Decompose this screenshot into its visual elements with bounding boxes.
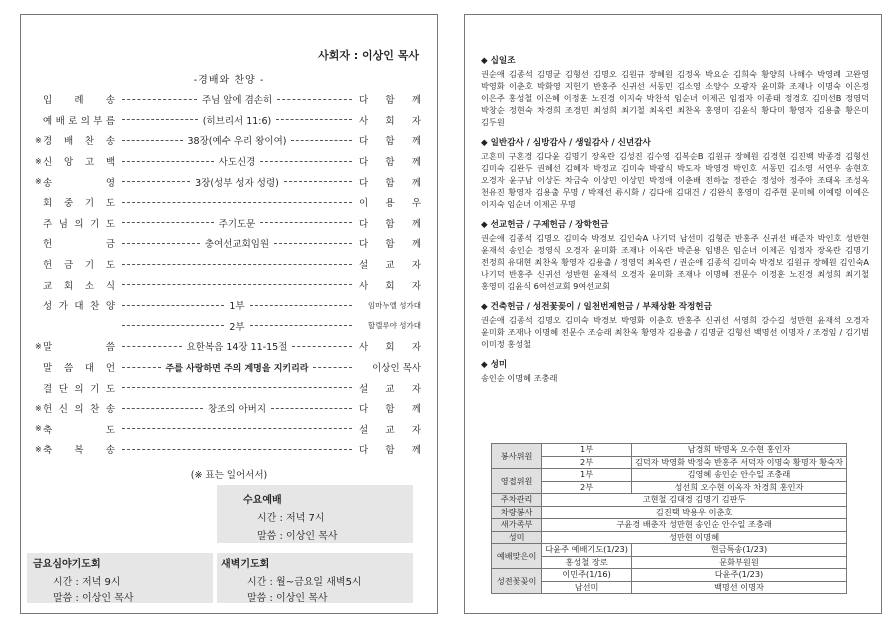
order-item-text: 요한복음 14장 11-15절 — [186, 342, 288, 354]
offering-section — [481, 55, 869, 128]
order-leader: 사 회 자 — [359, 115, 421, 127]
order-row — [35, 357, 421, 378]
friday-prayer-box — [27, 553, 213, 603]
table-cell: 다윤주 예배기도(1/23) — [542, 544, 632, 557]
table-cell: 김덕자 박영화 박정숙 반홍주 서덕자 이명숙 황명자 황숙자 — [631, 456, 846, 469]
friday-time: 시간 : 저녁 9시 — [53, 577, 121, 588]
order-label: 신 앙 고 백 — [43, 157, 115, 169]
role-cell: 영접위원 — [492, 469, 542, 494]
order-content — [115, 387, 359, 388]
order-label: 송 영 — [43, 177, 115, 189]
table-row — [492, 506, 847, 519]
order-leader: 이상인 목사 — [372, 363, 421, 375]
order-content — [115, 133, 359, 147]
order-row — [35, 274, 421, 295]
role-cell: 성전꽃꽂이 — [492, 569, 542, 594]
order-item-text: (히브리서 11:6) — [202, 115, 272, 127]
order-row — [35, 213, 421, 234]
stand-mark: ※ — [35, 403, 42, 413]
order-content — [115, 449, 359, 450]
session-cell: 2부 — [542, 456, 632, 469]
table-row — [492, 519, 847, 532]
table-cell: 이민주(1/16) — [542, 569, 632, 582]
offering-heading: ◆ 일반감사 / 심방감사 / 생일감사 / 신년감사 — [481, 138, 651, 148]
left-page — [20, 14, 438, 614]
wednesday-service-box — [217, 485, 413, 543]
right-page — [464, 14, 882, 614]
offering-heading: ◆ 건축헌금 / 성전꽃꽂이 / 일천번제헌금 / 부채상환 작정헌금 — [481, 302, 712, 312]
order-row — [35, 398, 421, 419]
offering-names: 권순애 김종석 김명오 김미숙 박경보 김인숙A 나기덕 남선미 김형준 반홍주 신귀선 배준자 박인호 성반현 윤재석 송인순 정영식 오경자 윤미화 조재나 이옥란 박준용 임병은 임순녀 이제곤 임정자 장옥란 김명기 전정희 유대현 최찬옥 황영자 김용출 / 정영덕 최옥련 / 권순애 김종석 김미숙 박경보 김원규 장혜원 김인숙A 나기덕 반홍주 신귀선 성반현 윤재석 오경자 윤미화 조재나 이명혜 전문수 이정훈 노진경 최성희 최기철 홍영미 김윤식 6여선교회 9여선교회 — [481, 233, 869, 291]
order-row — [35, 295, 421, 316]
role-cell: 주차관리 — [492, 494, 542, 507]
table-cell: 문화부원원 — [631, 556, 846, 569]
order-leader: 임마누엘 성가대 — [367, 300, 421, 310]
table-cell: 구윤경 배춘자 성만현 송인순 안수일 조충래 — [542, 519, 847, 532]
session-cell: 1부 — [542, 444, 632, 457]
table-row — [492, 531, 847, 544]
stand-mark: ※ — [35, 444, 42, 454]
stand-mark: ※ — [35, 424, 42, 434]
order-leader: 다 함 께 — [359, 136, 421, 148]
dawn-sermon: 말씀 : 이상인 목사 — [247, 593, 328, 604]
offering-names: 고혼미 구혼경 김다윤 김명기 장옥란 김성진 김수영 김복순B 김원규 장혜원 김경현 김진백 박종경 김형선 김미숙 김완두 권혜선 김혜자 박정교 김미숙 박광식 박도자 박영경 박인호 서동민 김소영 서연우 송현호 오경자 윤구남 이상돈 차금숙 이상민 이상민 박정애 이춘배 전하늘 정관순 정성아 정주아 조태옥 조성옥 천유진 황영자 김용출 무명 / 박재선 류시화 / 김다애 김대건 / 김완식 홍영미 김주현 문미혜 이예령 이예은 이지숙 임순녀 이제곤 무명 — [481, 151, 869, 209]
order-content — [115, 401, 359, 415]
wednesday-time: 시간 : 저녁 7시 — [257, 513, 325, 524]
offering-heading: ◆ 십일조 — [481, 56, 516, 66]
stand-mark: ※ — [35, 341, 42, 351]
order-item-text: 3장(성부 성자 성령) — [195, 177, 279, 189]
table-cell: 다윤주(1/23) — [631, 569, 846, 582]
order-row — [35, 192, 421, 213]
table-row — [492, 569, 847, 582]
order-leader: 사 회 자 — [359, 280, 421, 292]
table-row — [492, 581, 847, 594]
offering-section — [481, 219, 869, 292]
order-label: 헌 신 의 찬 송 — [43, 404, 115, 416]
offering-names: 권순애 김종석 김명오 김미숙 박경보 박영화 이춘호 반홍주 신귀선 서영희 강수길 성만현 윤재석 오경자 윤미화 조재나 이명혜 전문수 조승래 최찬옥 황영자 김용출 / 김명균 김형선 백명선 이명자 / 조경임 / 김기범 이미정 홍성철 — [481, 315, 869, 349]
offering-list — [481, 55, 869, 393]
order-leader: 다 함 께 — [359, 239, 421, 251]
offering-names: 송인순 이명혜 조충래 — [481, 373, 558, 383]
session-cell: 2부 — [542, 481, 632, 494]
order-row — [35, 110, 421, 131]
order-row — [35, 151, 421, 172]
table-cell: 성선희 오수현 이옥자 차경희 홍인자 — [631, 481, 846, 494]
order-content — [115, 428, 359, 429]
order-leader: 할렐루야 성가대 — [367, 321, 421, 331]
table-cell: 고현철 김대경 김명기 김판두 — [542, 494, 847, 507]
order-row — [35, 89, 421, 110]
order-item-text: 충여선교회임원 — [204, 239, 270, 251]
table-cell: 홍성철 장로 — [542, 556, 632, 569]
order-subtitle: -경배와 찬양 - — [193, 75, 265, 86]
offering-heading: ◆ 선교헌금 / 구제헌금 / 장학헌금 — [481, 220, 609, 230]
order-content — [115, 154, 359, 168]
order-row — [35, 233, 421, 254]
order-leader: 다 함 께 — [359, 157, 421, 169]
order-row — [35, 419, 421, 440]
table-cell: 김영혜 송인순 안수일 조충래 — [631, 469, 846, 482]
table-row — [492, 456, 847, 469]
stand-mark: ※ — [35, 135, 42, 145]
order-row — [35, 336, 421, 357]
order-label: 입 례 송 — [43, 95, 115, 107]
role-cell: 봉사위원 — [492, 444, 542, 469]
presider: 사회자 : 이상인 목사 — [318, 49, 419, 62]
order-label: 헌 금 — [43, 239, 115, 251]
table-cell: 남선미 — [542, 581, 632, 594]
order-row — [35, 171, 421, 192]
stand-mark: ※ — [35, 177, 42, 187]
friday-title: 금요심야기도회 — [33, 559, 101, 570]
order-row — [35, 377, 421, 398]
role-cell: 예배맞은이 — [492, 544, 542, 569]
wednesday-sermon: 말씀 : 이상인 목사 — [257, 531, 338, 542]
order-label: 교 회 소 식 — [43, 280, 115, 292]
order-label: 축 도 — [43, 424, 115, 436]
order-row — [35, 254, 421, 275]
order-label: 경 배 찬 송 — [43, 136, 115, 148]
dawn-time: 시간 : 월~금요일 새벽5시 — [247, 577, 362, 588]
order-content — [115, 264, 359, 265]
table-row — [492, 444, 847, 457]
stand-mark: ※ — [35, 156, 42, 166]
order-content — [115, 113, 359, 127]
order-content — [115, 361, 359, 374]
order-content — [115, 236, 359, 250]
offering-section — [481, 137, 869, 210]
table-cell: 현금특송(1/23) — [631, 544, 846, 557]
order-content — [115, 216, 359, 230]
order-item-text: 2부 — [229, 321, 245, 333]
order-leader: 다 함 께 — [359, 95, 421, 107]
order-of-worship — [35, 89, 421, 460]
order-leader: 다 함 께 — [359, 445, 421, 457]
table-cell: 성만현 이명혜 — [542, 531, 847, 544]
order-item-text: 주를 사랑하면 주의 계명을 지키리라 — [165, 363, 309, 374]
order-content — [115, 175, 359, 189]
table-cell: 남경희 박명옥 오수현 홍인자 — [631, 444, 846, 457]
order-content — [115, 92, 359, 106]
order-content — [115, 339, 359, 353]
service-volunteer-table — [491, 443, 847, 594]
order-item-text: 주기도문 — [218, 218, 256, 230]
session-cell: 1부 — [542, 469, 632, 482]
order-label: 결 단 의 기 도 — [43, 383, 115, 395]
order-leader: 다 함 께 — [359, 404, 421, 416]
order-label: 말 씀 — [43, 342, 115, 354]
order-content — [115, 319, 359, 333]
order-label: 회 중 기 도 — [43, 198, 115, 210]
order-item-text: 1부 — [229, 301, 245, 313]
order-label: 성 가 대 찬 양 — [43, 301, 115, 313]
order-leader: 설 교 자 — [359, 383, 421, 395]
wednesday-title: 수요예배 — [243, 495, 282, 506]
role-cell: 성미 — [492, 531, 542, 544]
dawn-prayer-box — [217, 553, 413, 603]
order-leader: 설 교 자 — [359, 260, 421, 272]
order-label: 예 배 로 의 부 름 — [43, 115, 115, 127]
dawn-title: 새벽기도회 — [221, 559, 270, 570]
table-cell: 김진택 박용우 이춘호 — [542, 506, 847, 519]
offering-names: 권순애 김종석 김명균 김형선 김명오 김원규 장혜원 김정옥 박요순 김희숙 황양희 나해수 박영례 고완영 박영화 이춘호 박화영 지헌기 반홍주 신귀선 서동민 김소영 소양수 오광자 윤미화 조재나 이명숙 이은정 이은주 홍성철 이은혜 이정훈 노진경 이지숙 박찬석 임순녀 이제곤 임점자 이종태 정경호 김미선B 정영덕 박창순 정현숙 차경희 조경민 최성희 최기철 최옥련 최찬옥 홍영미 김윤식 황다미 황영자 김용출 황은미 김두원 — [481, 69, 869, 127]
order-leader: 이 용 우 — [359, 198, 421, 210]
order-leader: 다 함 께 — [359, 218, 421, 230]
table-row — [492, 556, 847, 569]
offering-section — [481, 359, 869, 384]
order-row — [35, 130, 421, 151]
offering-heading: ◆ 성미 — [481, 360, 508, 370]
order-leader: 설 교 자 — [359, 424, 421, 436]
friday-sermon: 말씀 : 이상인 목사 — [53, 593, 134, 604]
order-label: 주 님 의 기 도 — [43, 218, 115, 230]
order-content — [115, 202, 359, 203]
order-item-text: 창조의 아버지 — [207, 404, 267, 416]
table-row — [492, 481, 847, 494]
order-label: 말 씀 대 언 — [43, 363, 115, 375]
order-leader: 다 함 께 — [359, 177, 421, 189]
order-label: 축 복 송 — [43, 445, 115, 457]
order-content — [115, 298, 359, 312]
table-row — [492, 544, 847, 557]
order-leader: 사 회 자 — [359, 342, 421, 354]
order-label: 헌 금 기 도 — [43, 260, 115, 272]
order-row — [35, 439, 421, 460]
order-item-text: 주님 앞에 겸손히 — [201, 95, 273, 107]
order-item-text: 사도신경 — [218, 157, 256, 169]
order-content — [115, 284, 359, 285]
table-row — [492, 469, 847, 482]
table-cell: 백명선 이명자 — [631, 581, 846, 594]
table-row — [492, 494, 847, 507]
order-item-text: 38장(예수 우리 왕이여) — [187, 136, 287, 148]
role-cell: 차량봉사 — [492, 506, 542, 519]
role-cell: 새가족부 — [492, 519, 542, 532]
order-row — [35, 316, 421, 337]
offering-section — [481, 301, 869, 350]
standing-note: (※ 표는 일어서서) — [190, 470, 268, 481]
